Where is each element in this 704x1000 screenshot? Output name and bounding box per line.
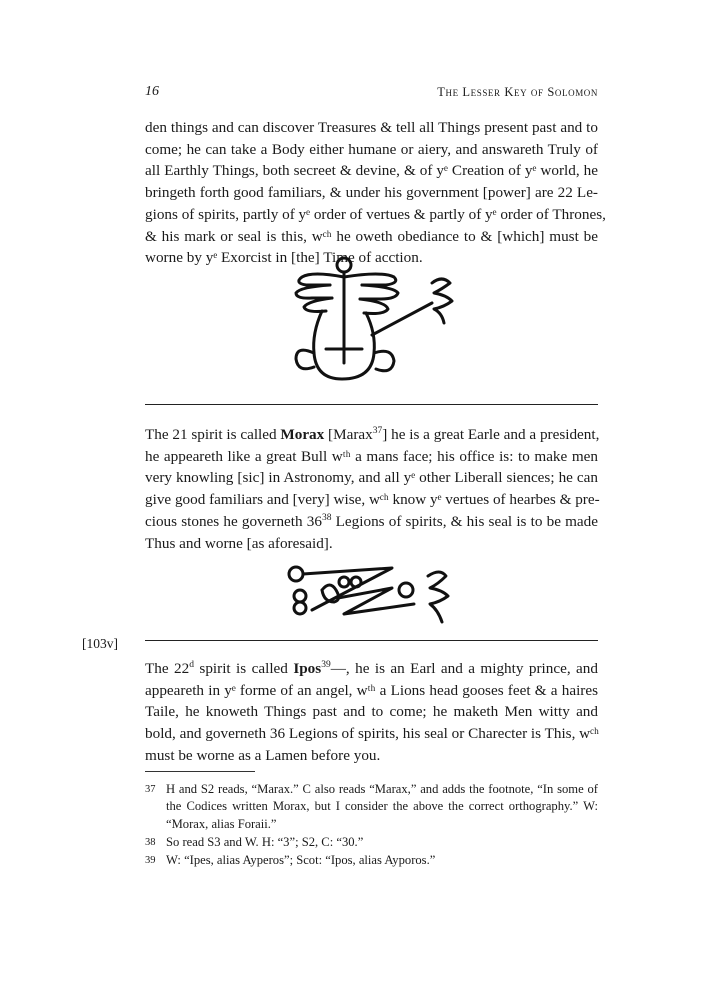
footnote-38 (145, 834, 598, 851)
spirit-name-morax: Morax (280, 426, 325, 443)
text-run: spirit is called (193, 660, 294, 677)
paragraph-spirit-20-continued (145, 117, 606, 269)
text-line (145, 511, 598, 533)
text-line: appeareth in yᵉ forme of an angel, wᵗʰ a Lions head gooses feet & a haires (145, 681, 598, 699)
text-line (145, 424, 598, 446)
page-number: 16 (145, 84, 159, 99)
footnote-text (166, 781, 598, 833)
footnote-ref-37[interactable]: 37 (372, 425, 383, 436)
footnote-line: W: “Ipes, alias Ayperos”; Scot: “Ipos, alias Ayporos.” (166, 853, 436, 867)
running-head: The Lesser Key of Solomon (437, 85, 598, 99)
text-line: must be worne as a Lamen before you. (145, 746, 381, 764)
footnote-text (166, 852, 598, 869)
paragraph-spirit-21-morax (145, 424, 598, 554)
ordinal-superscript: d (189, 659, 194, 670)
section-divider (145, 640, 598, 641)
text-line: he appeareth like a great Bull wᵗʰ a mans face; his office is: to make men (145, 447, 598, 465)
text-line (145, 658, 598, 680)
text-line: come; he can take a Body either humane or aiery, and answareth Truly of (145, 140, 598, 158)
text-line: all Earthly Things, both secreet & devine, & of yᵉ Creation of yᵉ world, he (145, 162, 598, 180)
text-line: very knowling [sic] in Astronomy, and all yᵉ other Liberall siences; he can (145, 469, 598, 487)
text-line: den things and can discover Treasures & tell all Things present past and to (145, 119, 598, 136)
footnote-number: 39 (145, 855, 156, 866)
footnote-37 (145, 781, 598, 833)
text-line: worne by yᵉ Exorcist in [the] Time of acction. (145, 249, 423, 267)
text-run: cious stones he governeth 36 (145, 512, 322, 530)
section-divider (145, 404, 598, 405)
page-header (145, 84, 598, 104)
spirit-name-ipos: Ipos (293, 660, 322, 677)
footnote-number: 37 (145, 784, 156, 795)
footnote-text (166, 834, 598, 851)
text-line: Taile, he knoweth Things past and to come; he maketh Men witty and (145, 703, 598, 721)
text-run: Legions of spirits, & his seal is to be made (331, 512, 599, 530)
text-line: give good familiars and [very] wise, wᶜʰ know yᵉ vertues of hearbes & pre- (145, 491, 600, 509)
footnote-line: So read S3 and W. H: “3”; S2, C: “30.” (166, 835, 364, 849)
footnote-line: “Morax, alias Foraii.” (166, 816, 277, 831)
footnote-ref-38[interactable]: 38 (321, 512, 332, 523)
footnote-separator (145, 771, 255, 772)
paragraph-spirit-22-ipos (145, 658, 598, 767)
seal-of-morax-image (282, 558, 460, 628)
text-run: ] he is a great Earle and a president, (382, 426, 600, 443)
text-line: Thus and worne [as aforesaid]. (145, 534, 333, 552)
text-line: bold, and governeth 36 Legions of spirits, his seal or Charecter is This, wᶜʰ (145, 725, 599, 743)
footnote-ref-39[interactable]: 39 (321, 659, 331, 670)
text-run: [Marax (324, 426, 373, 443)
text-line: & his mark or seal is this, wᶜʰ he oweth obediance to & [which] must be (145, 227, 598, 245)
footnote-line: the Codices written Morax, but I consider the above the correct orthography.” W: (166, 799, 598, 814)
seal-of-spirit-20-image (282, 255, 460, 385)
footnote-39 (145, 852, 598, 869)
text-run: The 21 spirit is called (145, 426, 281, 443)
footnote-number: 38 (145, 837, 156, 848)
text-line: gions of spirits, partly of yᵉ order of vertues & partly of yᵉ order of Thrones, (145, 205, 606, 223)
text-line: bringeth forth good familiars, & under his government [power] are 22 Le- (145, 184, 598, 202)
text-run: —, he is an Earl and a mighty prince, and (330, 660, 598, 677)
text-run: The 22 (145, 660, 190, 677)
folio-margin-note: [103v] (82, 636, 118, 651)
footnote-line: H and S2 reads, “Marax.” C also reads “Marax,” and adds the footnote, “In some of (166, 782, 598, 796)
